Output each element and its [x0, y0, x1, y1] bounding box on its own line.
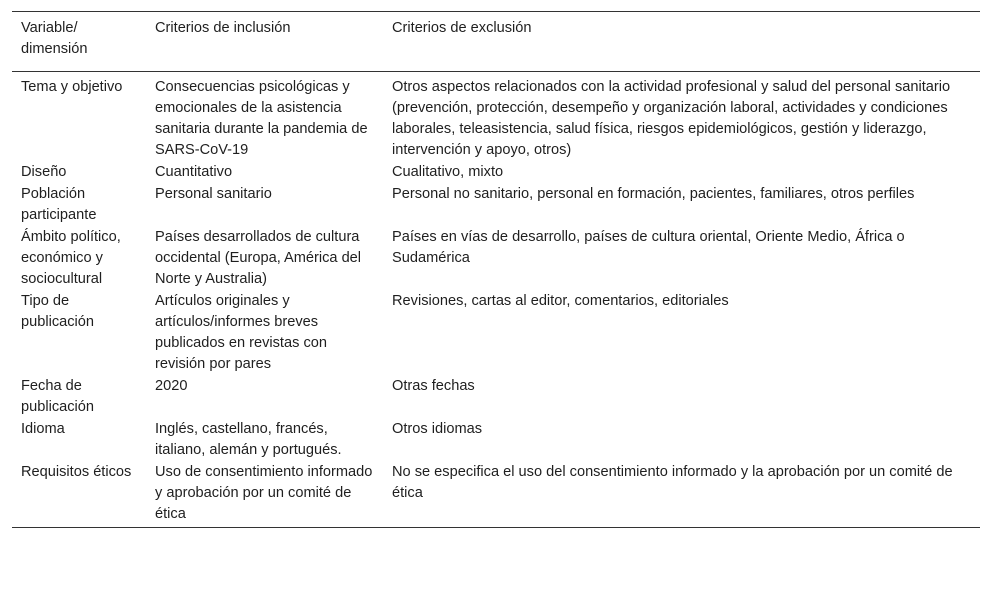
cell-variable: Fecha de publicación	[21, 378, 95, 415]
cell-exclusion: Otros idiomas	[392, 421, 483, 437]
cell-inclusion: Inglés, castellano, francés, italiano, alemán y portugués.	[155, 421, 342, 458]
cell-variable: Tipo de publicación	[21, 293, 95, 330]
cell-variable: Población participante	[21, 186, 97, 223]
cell-inclusion: Países desarrollados de cultura occidental (Europa, América del Norte y Australia)	[155, 229, 362, 287]
cell-variable: Idioma	[21, 421, 65, 437]
cell-exclusion: Países en vías de desarrollo, países de cultura oriental, Oriente Medio, África o Sudamérica	[392, 229, 905, 266]
cell-exclusion: No se especifica el uso del consentimiento informado y la aprobación por un comité de ética	[392, 464, 953, 501]
cell-inclusion: Consecuencias psicológicas y emocionales de la asistencia sanitaria durante la pandemia de SARS-CoV-19	[155, 79, 368, 158]
cell-exclusion: Revisiones, cartas al editor, comentarios, editoriales	[392, 293, 729, 309]
header-exclusion: Criterios de exclusión	[392, 20, 532, 36]
table-header-row	[12, 12, 980, 72]
table-row	[12, 291, 980, 376]
table-row	[12, 376, 980, 419]
table-row	[12, 72, 980, 163]
table-row	[12, 184, 980, 227]
table-row	[12, 162, 980, 184]
cell-variable: Requisitos éticos	[21, 464, 132, 480]
cell-inclusion: Uso de consentimiento informado y aprobación por un comité de ética	[155, 464, 373, 522]
cell-variable: Tema y objetivo	[21, 79, 123, 95]
header-inclusion: Criterios de inclusión	[155, 20, 291, 36]
cell-variable: Diseño	[21, 164, 67, 180]
cell-inclusion: Personal sanitario	[155, 186, 272, 202]
table-row	[12, 419, 980, 462]
cell-exclusion: Cualitativo, mixto	[392, 164, 504, 180]
cell-inclusion: Artículos originales y artículos/informes breves publicados en revistas con revisión por pares	[155, 293, 327, 372]
table-row	[12, 227, 980, 291]
table-row	[12, 462, 980, 528]
cell-inclusion: 2020	[155, 378, 188, 394]
cell-exclusion: Otras fechas	[392, 378, 475, 394]
criteria-table-container	[12, 11, 980, 528]
cell-variable: Ámbito político, económico y sociocultural	[21, 229, 121, 287]
header-variable: Variable/ dimensión	[21, 20, 88, 57]
cell-exclusion: Personal no sanitario, personal en formación, pacientes, familiares, otros perfiles	[392, 186, 915, 202]
cell-inclusion: Cuantitativo	[155, 164, 233, 180]
cell-exclusion: Otros aspectos relacionados con la actividad profesional y salud del personal sanitario (prevención, protección, desempeño y organización laboral, actividades y condiciones laborales, teleasistencia, salud física, riesgos epidemiológicos, gestión y liderazgo, intervención y apoyo, otros)	[392, 79, 951, 158]
criteria-table	[12, 11, 980, 528]
